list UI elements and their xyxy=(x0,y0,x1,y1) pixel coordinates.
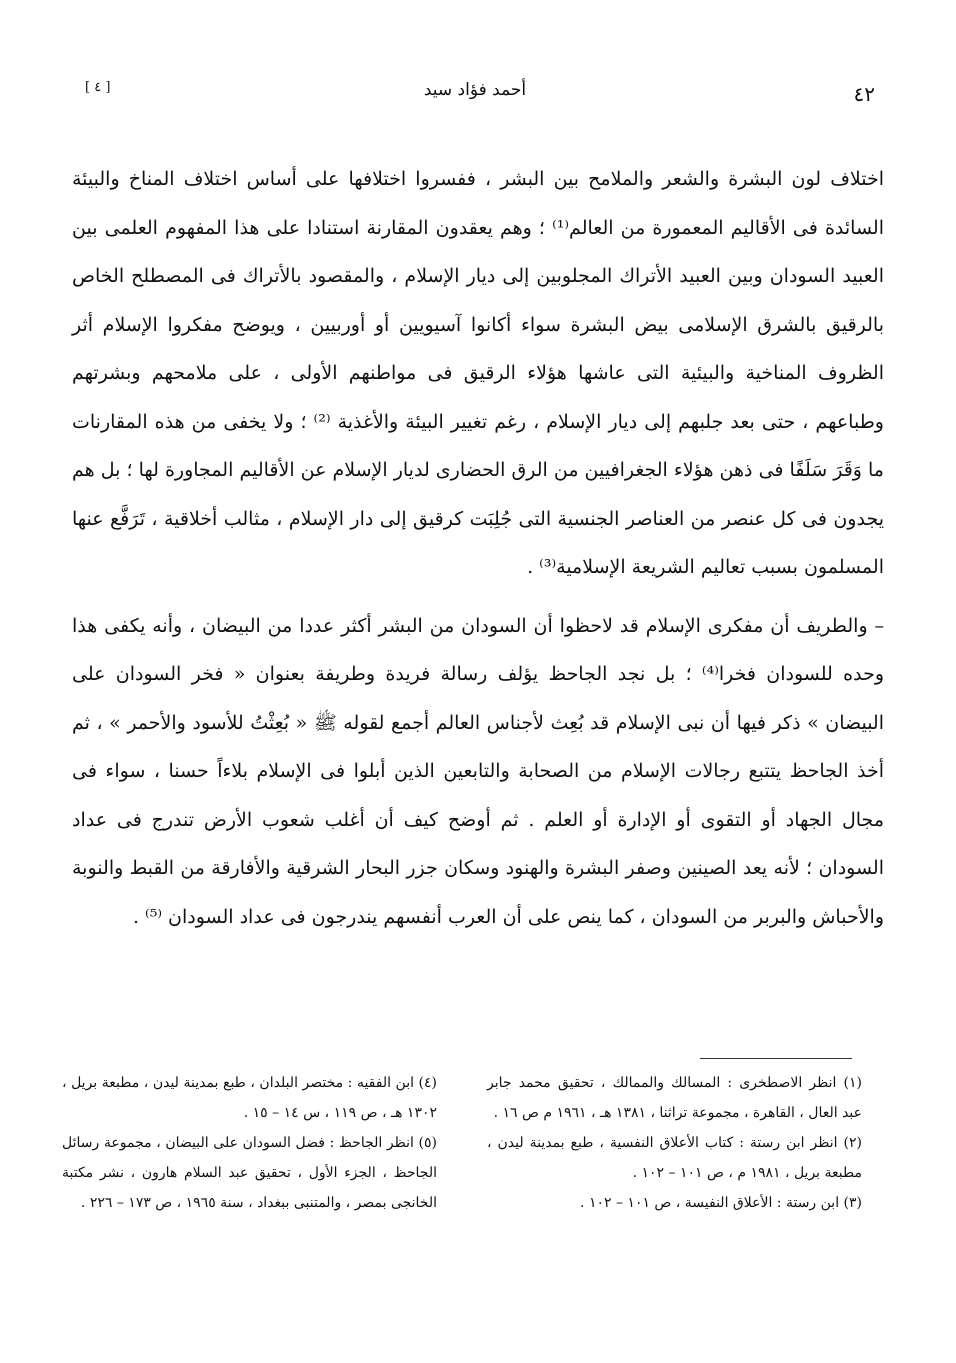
running-head-author: أحمد فؤاد سيد xyxy=(423,80,527,100)
footnotes-left-column xyxy=(62,1068,437,1218)
footnote: (٢) انظر ابن رستة : كتاب الأعلاق النفسية ، طبع بمدينة ليدن ، مطبعة بريل ، ١٩٨١ م ، ص ١٠١ – ١٠٢ . xyxy=(487,1135,862,1181)
page-number: ٤٢ xyxy=(853,82,875,106)
footnote: (٥) انظر الجاحظ : فضل السودان على البيضان ، مجموعة رسائل الجاحظ ، الجزء الأول ، تحقيق عبد السلام هارون ، نشر مكتبة الخانجى بمصر ، والمتنبى ببغداد ، سنة ١٩٦٥ ، ص ١٧٣ – ٢٢٦ . xyxy=(62,1135,437,1211)
footnote: (٣) ابن رستة : الأعلاق النفيسة ، ص ١٠١ – ١٠٢ . xyxy=(580,1195,862,1211)
footnotes-right-column xyxy=(487,1068,862,1218)
body-text xyxy=(72,155,884,941)
footnote-divider xyxy=(700,1058,852,1059)
footnote: (١) انظر الاصطخرى : المسالك والممالك ، تحقيق محمد جابر عبد العال ، القاهرة ، مجموعة تراثنا ، ١٣٨١ هـ ، ١٩٦١ م ص ١٦ . xyxy=(487,1075,862,1121)
chapter-mark: [ ٤ ] xyxy=(85,80,111,95)
page-header xyxy=(75,76,875,116)
footnote: (٤) ابن الفقيه : مختصر البلدان ، طبع بمدينة ليدن ، مطبعة بريل ، ١٣٠٢ هـ ، ص ١١٩ ، س ١٤ – ١٥ . xyxy=(62,1075,437,1121)
paragraph: اختلاف لون البشرة والشعر والملامح بين البشر ، ففسروا اختلافها على أساس اختلاف المناخ والبيئة السائدة فى الأقاليم المعمورة من العالم⁽¹⁾ ؛ وهم يعقدون المقارنة استنادا على هذا المفهوم العلمى بين العبيد السودان وبين العبيد الأتراك المجلوبين إلى ديار الإسلام ، والمقصود بالأتراك فى المصطلح الخاص بالرقيق بالشرق الإسلامى بيض البشرة سواء أكانوا آسيويين أو أوربيين ، ويوضح مفكروا الإسلام أثر الظروف المناخية والبيئية التى عاشها هؤلاء الرقيق فى مواطنهم الأولى ، على ملامحهم وبشرتهم وطباعهم ، حتى بعد جلبهم إلى ديار الإسلام ، رغم تغيير البيئة والأغذية ⁽²⁾ ؛ ولا يخفى من هذه المقارنات ما وَقَرَ سَلَفًا فى ذهن هؤلاء الجغرافيين من الرق الحضارى لديار الإسلام عن الأقاليم المجاورة لها ؛ بل هم يجدون فى كل عنصر من العناصر الجنسية التى جُلِبَت كرقيق إلى دار الإسلام ، مثالب أخلاقية ، تَرَفَّع عنها المسلمون بسبب تعاليم الشريعة الإسلامية⁽³⁾ . xyxy=(72,168,884,578)
paragraph: – والطريف أن مفكرى الإسلام قد لاحظوا أن السودان من البشر أكثر عددا من البيضان ، وأنه يكفى هذا وحده للسودان فخرا⁽⁴⁾ ؛ بل نجد الجاحظ يؤلف رسالة فريدة وطريفة بعنوان « فخر السودان على البيضان » ذكر فيها أن نبى الإسلام قد بُعِث لأجناس العالم أجمع لقوله ﷺ « بُعِثْتُ للأسود والأحمر » ، ثم أخذ الجاحظ يتتبع رجالات الإسلام من الصحابة والتابعين الذين أبلوا فى الإسلام بلاءاً حسنا ، سواء فى مجال الجهاد أو التقوى أو الإدارة أو العلم . ثم أوضح كيف أن أغلب شعوب الأرض تندرج فى عداد السودان ؛ لأنه يعد الصينين وصفر البشرة والهنود وسكان جزر البحار الشرقية والأفارقة من القبط والنوبة والأحباش والبربر من السودان ، كما ينص على أن العرب أنفسهم يندرجون فى عداد السودان ⁽⁵⁾ . xyxy=(72,614,884,928)
